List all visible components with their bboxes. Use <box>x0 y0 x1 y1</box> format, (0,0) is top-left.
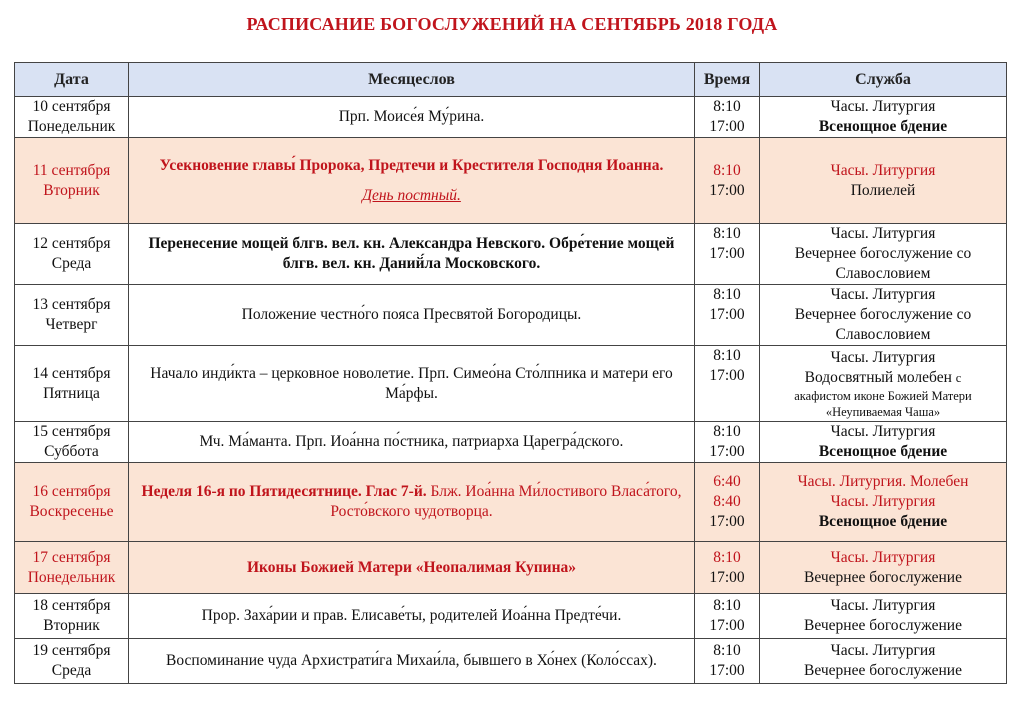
service: Всенощное бдение <box>818 118 948 135</box>
time: 8:10 <box>713 597 741 614</box>
table-row <box>15 639 1007 684</box>
table-row <box>15 594 1007 639</box>
service: Вечернее богослужение со Славословием <box>794 245 972 282</box>
service: Вечернее богослужение со Славословием <box>794 306 972 343</box>
calendar-cell <box>129 463 695 542</box>
weekday: Вторник <box>43 617 100 634</box>
date: 18 сентября <box>32 597 111 614</box>
service-cell <box>760 463 1007 542</box>
time-cell <box>695 594 760 639</box>
date: 16 сентября <box>32 483 111 500</box>
date-cell <box>15 594 129 639</box>
time: 17:00 <box>709 306 745 323</box>
time: 6:40 <box>713 473 741 490</box>
time-cell <box>695 542 760 594</box>
date: 13 сентября <box>32 296 111 313</box>
weekday: Понедельник <box>27 118 116 135</box>
date: 14 сентября <box>32 364 111 382</box>
time: 8:40 <box>713 493 741 510</box>
table-row <box>15 138 1007 224</box>
calendar-cell: Начало инди́кта – церковное новолетие. Прп. Симео́на Сто́лпника и матери его Ма́рфы. <box>129 346 695 422</box>
service: Часы. Литургия <box>830 423 936 440</box>
time: 17:00 <box>709 181 745 199</box>
weekday: Вторник <box>43 181 100 199</box>
time-cell <box>695 639 760 684</box>
service-cell <box>760 542 1007 594</box>
weekday: Воскресенье <box>29 503 114 520</box>
service: Часы. Литургия <box>830 493 936 510</box>
table-row <box>15 422 1007 463</box>
time: 8:10 <box>713 225 741 242</box>
header-calendar: Месяцеслов <box>129 63 695 97</box>
service: Часы. Литургия <box>830 225 936 242</box>
weekday: Среда <box>51 255 92 272</box>
service: Часы. Литургия <box>830 548 936 566</box>
service: Часы. Литургия <box>830 642 936 659</box>
weekday: Среда <box>51 662 92 679</box>
table-row <box>15 285 1007 346</box>
time: 17:00 <box>709 568 745 586</box>
calendar-cell: Мч. Ма́манта. Прп. Иоа́нна по́стника, патриарха Царегра́дского. <box>129 422 695 463</box>
weekday: Четверг <box>45 316 98 333</box>
date-cell <box>15 422 129 463</box>
calendar-cell: Воспоминание чуда Архистрати́га Михаи́ла, бывшего в Хо́нех (Коло́ссах). <box>129 639 695 684</box>
table-row <box>15 542 1007 594</box>
service-cell <box>760 97 1007 138</box>
header-date: Дата <box>15 63 129 97</box>
service-cell <box>760 285 1007 346</box>
time: 8:10 <box>713 347 741 364</box>
time-cell <box>695 422 760 463</box>
service: Всенощное бдение <box>818 513 948 530</box>
service-cell <box>760 138 1007 224</box>
page-title: РАСПИСАНИЕ БОГОСЛУЖЕНИЙ НА СЕНТЯБРЬ 2018 ГОДА <box>246 14 778 34</box>
calendar-cell <box>129 138 695 224</box>
time-cell <box>695 463 760 542</box>
service-cell <box>760 639 1007 684</box>
service-cell <box>760 422 1007 463</box>
calendar-cell: Перенесение мощей блгв. вел. кн. Александра Невского. Обре́тение мощей блгв. вел. кн. Даний́ла Московского. <box>129 224 695 285</box>
weekday: Суббота <box>44 443 99 460</box>
date-cell <box>15 639 129 684</box>
service: Часы. Литургия <box>830 161 936 179</box>
date: 11 сентября <box>32 161 111 179</box>
service-cell <box>760 224 1007 285</box>
calendar-cell: Иконы Божией Матери «Неопалимая Купина» <box>129 542 695 594</box>
date-cell <box>15 463 129 542</box>
time-cell <box>695 224 760 285</box>
table-row <box>15 224 1007 285</box>
feast-title: Неделя 16-я по Пятидесятнице. Глас 7-й. <box>141 483 427 500</box>
time-cell <box>695 97 760 138</box>
service: Полиелей <box>850 181 916 199</box>
date-cell <box>15 285 129 346</box>
time: 17:00 <box>709 367 745 384</box>
time: 17:00 <box>709 245 745 262</box>
time: 8:10 <box>713 548 741 566</box>
date-cell <box>15 346 129 422</box>
date-cell <box>15 97 129 138</box>
time-cell <box>695 285 760 346</box>
calendar-cell: Положение честно́го пояса Пресвятой Богородицы. <box>129 285 695 346</box>
date-cell <box>15 542 129 594</box>
time: 17:00 <box>709 443 745 460</box>
service: Часы. Литургия <box>830 348 936 366</box>
time-cell <box>695 346 760 422</box>
service-cell <box>760 594 1007 639</box>
service: Вечернее богослужение <box>804 617 962 634</box>
table-header-row <box>15 63 1007 97</box>
service: Всенощное бдение <box>818 443 948 460</box>
weekday: Пятница <box>43 384 100 402</box>
date: 10 сентября <box>32 98 111 115</box>
header-service: Служба <box>760 63 1007 97</box>
time: 17:00 <box>709 617 745 634</box>
time: 8:10 <box>713 642 741 659</box>
service: Часы. Литургия <box>830 286 936 303</box>
service: Вечернее богослужение <box>804 568 962 586</box>
service: Часы. Литургия <box>830 597 936 614</box>
weekday: Понедельник <box>27 568 116 586</box>
date: 19 сентября <box>32 642 111 659</box>
calendar-text: Блж. Иоа́нна Ми́лостивого Власа́того, Росто́вского чудотворца. <box>330 483 682 520</box>
time: 8:10 <box>713 161 741 179</box>
service: Часы. Литургия <box>830 98 936 115</box>
fast-day-note: День постный. <box>362 186 461 204</box>
service-small: с <box>955 370 962 385</box>
table-row <box>15 97 1007 138</box>
time: 8:10 <box>713 286 741 303</box>
time-cell <box>695 138 760 224</box>
date-cell <box>15 138 129 224</box>
feast-title: Усекновение главы́ Пророка, Предтечи и Крестителя Господня Иоанна. <box>159 156 664 174</box>
service: Часы. Литургия. Молебен <box>797 473 969 490</box>
date: 12 сентября <box>32 235 111 252</box>
schedule-table <box>14 62 1007 684</box>
date: 15 сентября <box>32 423 111 440</box>
calendar-cell: Прп. Моисе́я Му́рина. <box>129 97 695 138</box>
table-row <box>15 463 1007 542</box>
service-cell <box>760 346 1007 422</box>
time: 8:10 <box>713 98 741 115</box>
header-time: Время <box>695 63 760 97</box>
time: 17:00 <box>709 118 745 135</box>
service-small: акафистом иконе Божией Матери «Неупиваемая Чаша» <box>794 388 972 419</box>
service: Вечернее богослужение <box>804 662 962 679</box>
time: 17:00 <box>709 513 745 530</box>
calendar-cell: Прор. Заха́рии и прав. Елисаве́ты, родителей Иоа́нна Предте́чи. <box>129 594 695 639</box>
date: 17 сентября <box>32 548 111 566</box>
time: 8:10 <box>713 423 741 440</box>
service: Водосвятный молебен <box>804 368 952 386</box>
time: 17:00 <box>709 662 745 679</box>
table-row <box>15 346 1007 422</box>
date-cell <box>15 224 129 285</box>
